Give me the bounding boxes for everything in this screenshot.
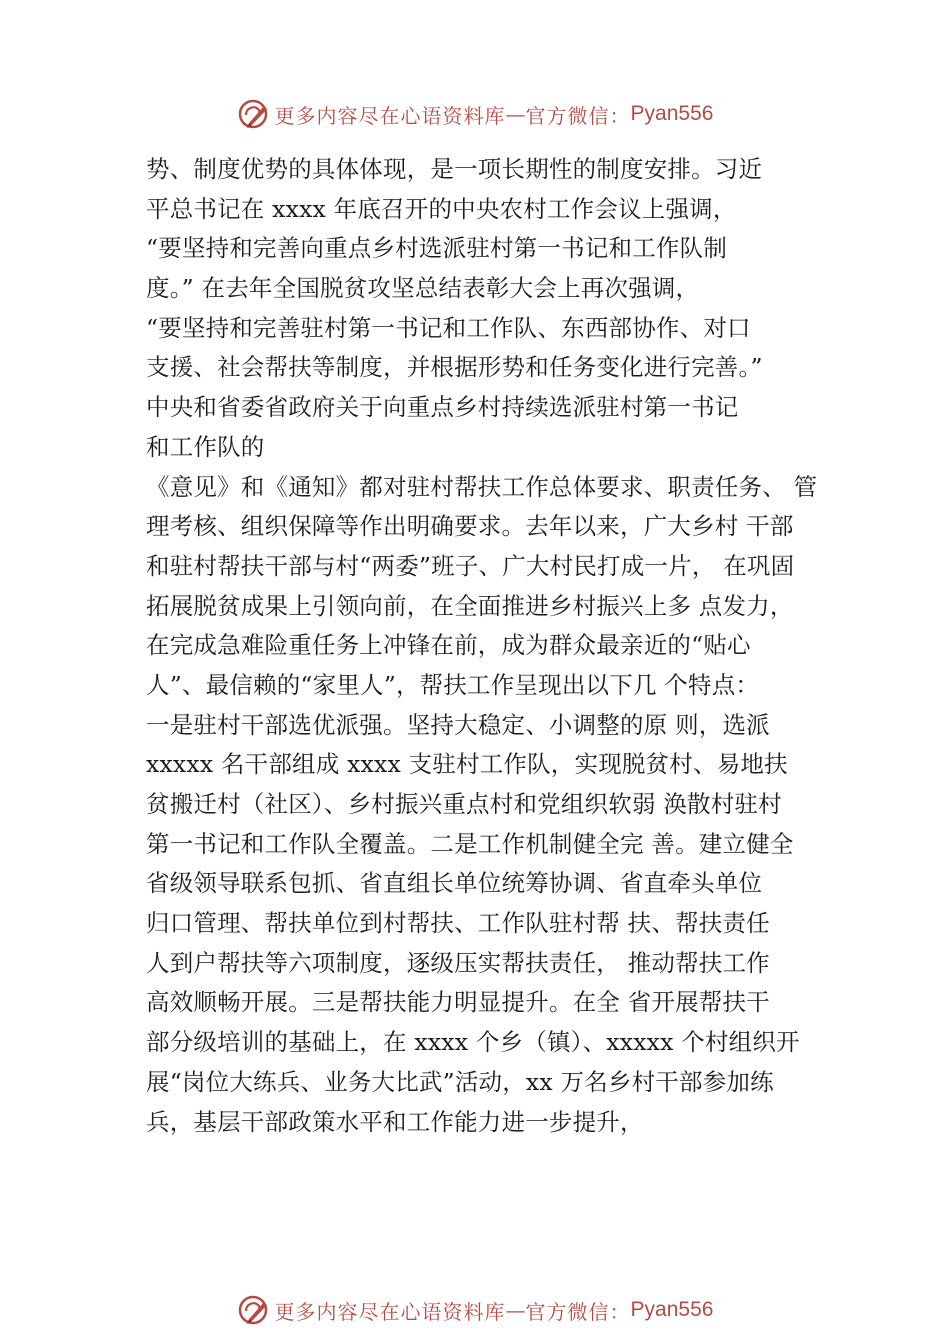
wechat-account: Pyan556	[630, 1298, 714, 1321]
body-line: “要坚持和完善驻村第一书记和工作队、东西部协作、对口	[146, 313, 751, 342]
body-line: 在完成急难险重任务上冲锋在前，成为群众最亲近的“贴心	[146, 631, 751, 660]
body-line: 和工作队的	[146, 432, 265, 461]
body-line: 平总书记在 xxxx 年底召开的中央农村工作会议上强调，	[146, 194, 737, 223]
separator: —	[505, 1298, 526, 1322]
body-line: 《意见》和《通知》都对驻村帮扶工作总体要求、职责任务、 管	[146, 472, 818, 501]
body-line: 势、制度优势的具体体现，是一项长期性的制度安排。习近	[146, 155, 763, 183]
brain-pen-logo-icon	[237, 97, 271, 131]
wechat-account: Pyan556	[630, 102, 714, 125]
body-line: 一是驻村干部选优派强。坚持大稳定、小调整的原 则，选派	[146, 710, 770, 739]
brand-text: 更多内容尽在心语资料库	[274, 1299, 506, 1324]
body-line: 人”、最信赖的“家里人”，帮扶工作呈现出以下几 个特点：	[146, 670, 760, 699]
body-line: 省级领导联系包抓、省直组长单位统筹协调、省直牵头单位	[146, 869, 763, 898]
brand-text: 更多内容尽在心语资料库	[274, 103, 506, 128]
wechat-label: 官方微信：	[525, 103, 631, 128]
body-line: 和驻村帮扶干部与村“两委”班子、广大村民打成一片， 在巩固	[146, 551, 795, 580]
body-line: 部分级培训的基础上，在 xxxx 个乡（镇）、xxxxx 个村组织开	[146, 1028, 800, 1057]
body-line: 贫搬迁村（社区）、乡村振兴重点村和党组织软弱 涣散村驻村	[146, 790, 782, 818]
separator: —	[505, 102, 526, 126]
body-line: 归口管理、帮扶单位到村帮扶、工作队驻村帮 扶、帮扶责任	[146, 909, 770, 938]
body-line: 人到户帮扶等六项制度，逐级压实帮扶责任， 推动帮扶工作	[146, 948, 770, 977]
body-line: 支援、社会帮扶等制度，并根据形势和任务变化进行完善。”	[146, 353, 763, 382]
header-banner	[0, 92, 950, 136]
document-body	[146, 150, 846, 1142]
body-line: 度。” 在去年全国脱贫攻坚总结表彰大会上再次强调，	[146, 274, 700, 303]
body-line: 中央和省委省政府关于向重点乡村持续选派驻村第一书记	[146, 393, 739, 422]
brain-pen-logo-icon	[237, 1293, 271, 1327]
body-line: 拓展脱贫成果上引领向前，在全面推进乡村振兴上多 点发力，	[146, 591, 794, 620]
body-line: xxxxx 名干部组成 xxxx 支驻村工作队，实现脱贫村、易地扶	[146, 750, 788, 779]
body-line: 兵，基层干部政策水平和工作能力进一步提升，	[146, 1107, 644, 1136]
body-line: 第一书记和工作队全覆盖。二是工作机制健全完 善。建立健全	[146, 829, 794, 858]
body-line: 高效顺畅开展。三是帮扶能力明显提升。在全 省开展帮扶干	[146, 988, 770, 1017]
body-line: “要坚持和完善向重点乡村选派驻村第一书记和工作队制	[146, 234, 728, 263]
footer-banner	[0, 1288, 950, 1332]
body-line: 理考核、组织保障等作出明确要求。去年以来，广大乡村 干部	[146, 512, 794, 541]
body-line: 展“岗位大练兵、业务大比武”活动，xx 万名乡村干部参加练	[146, 1067, 774, 1096]
wechat-label: 官方微信：	[525, 1299, 631, 1324]
